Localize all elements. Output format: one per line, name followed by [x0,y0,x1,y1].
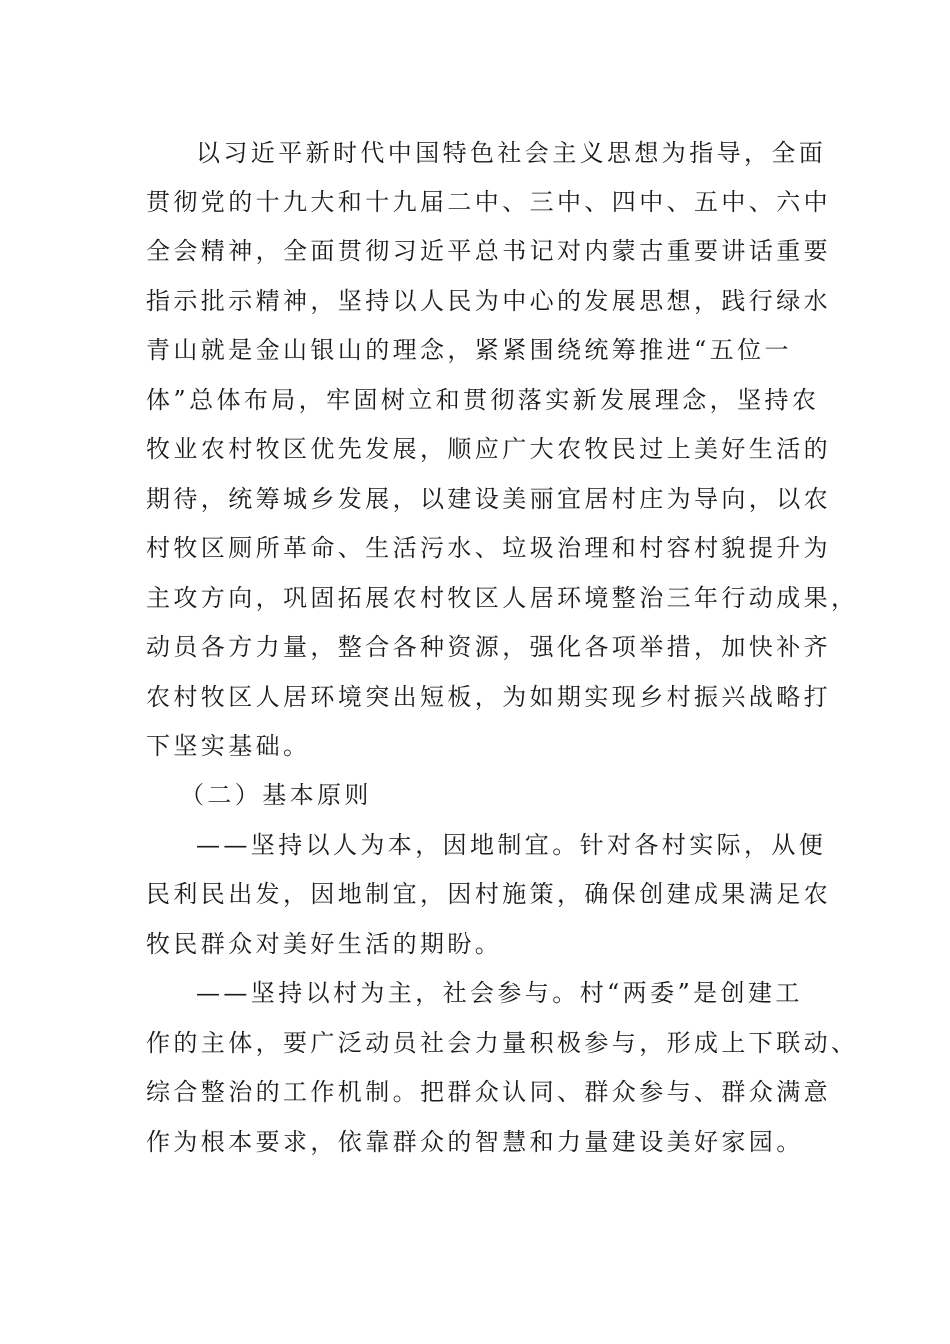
body-text-line: 民利民出发，因地制宜，因村施策，确保创建成果满足农 [146,880,831,908]
body-text-line: 农村牧区人居环境突出短板，为如期实现乡村振兴战略打 [146,683,831,711]
body-text-line: 村牧区厕所革命、生活污水、垃圾治理和村容村貌提升为 [146,534,831,562]
body-text-line: 综合整治的工作机制。把群众认同、群众参与、群众满意 [146,1078,831,1106]
body-text-line: 青山就是金山银山的理念，紧紧围绕统筹推进“五位一 [146,336,792,364]
body-text-line: 期待，统筹城乡发展，以建设美丽宜居村庄为导向，以农 [146,485,831,513]
body-text-line: ——坚持以人为本，因地制宜。针对各村实际，从便 [196,831,827,859]
body-text-line: ——坚持以村为主，社会参与。村“两委”是创建工 [196,979,803,1007]
section-heading: （二）基本原则 [180,781,372,809]
body-text-line: 体”总体布局，牢固树立和贯彻落实新发展理念，坚持农 [146,386,820,414]
body-text-line: 以习近平新时代中国特色社会主义思想为指导，全面 [196,139,827,167]
body-text-line: 下坚实基础。 [146,732,311,760]
body-text-line: 指示批示精神，坚持以人民为中心的发展思想，践行绿水 [146,287,831,315]
body-text-line: 牧民群众对美好生活的期盼。 [146,930,503,958]
body-text-line: 主攻方向，巩固拓展农村牧区人居环境整治三年行动成果， [146,584,859,612]
body-text-line: 贯彻党的十九大和十九届二中、三中、四中、五中、六中 [146,188,831,216]
body-text-line: 动员各方力量，整合各种资源，强化各项举措，加快补齐 [146,633,831,661]
body-text-line: 牧业农村牧区优先发展，顺应广大农牧民过上美好生活的 [146,435,831,463]
body-text-line: 作的主体，要广泛动员社会力量积极参与，形成上下联动、 [146,1029,859,1057]
body-text-line: 全会精神，全面贯彻习近平总书记对内蒙古重要讲话重要 [146,237,831,265]
body-text-line: 作为根本要求，依靠群众的智慧和力量建设美好家园。 [146,1128,804,1156]
